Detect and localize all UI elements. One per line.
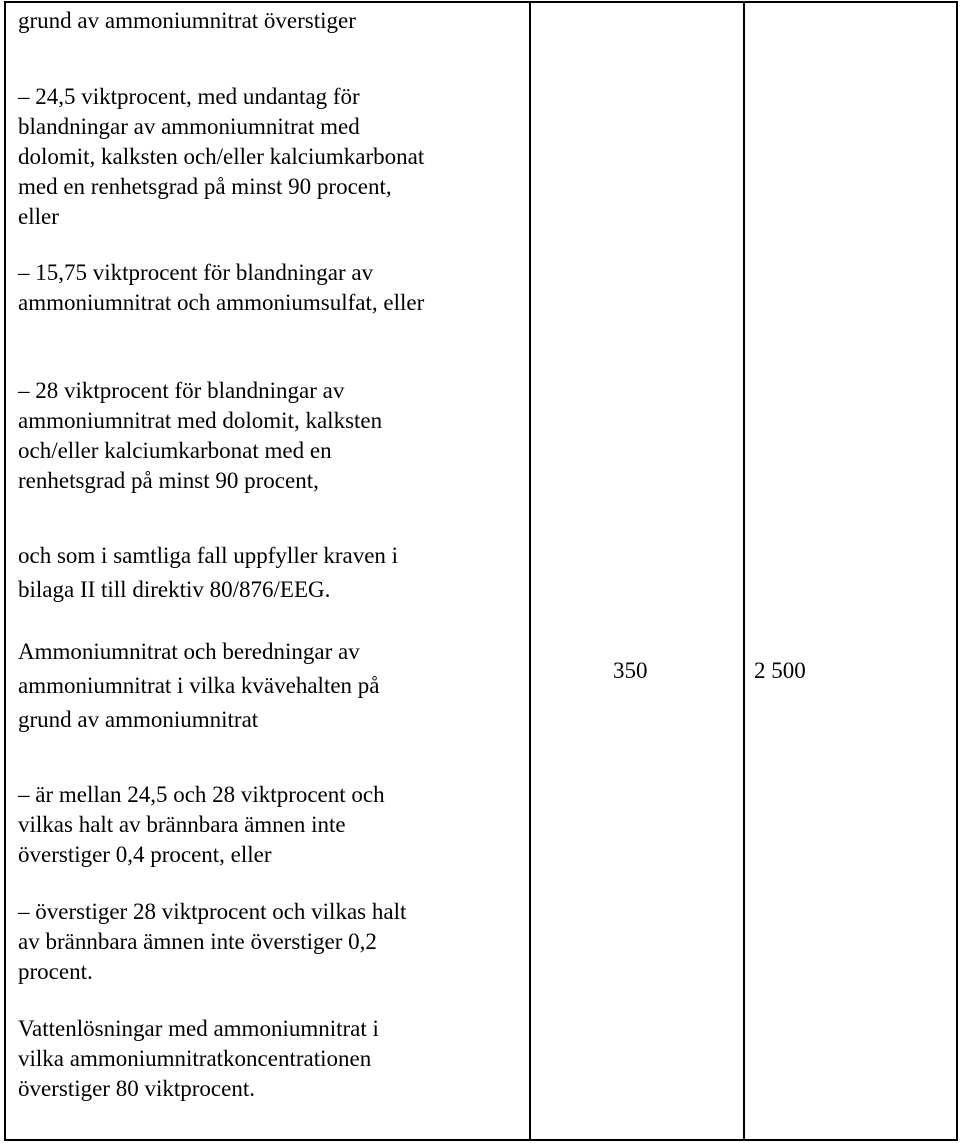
- continuation-heading: grund av ammoniumnitrat överstiger: [18, 8, 356, 33]
- column-divider-2: [743, 3, 745, 1139]
- upper-tier-quantity: 2 500: [754, 658, 806, 683]
- column-divider-1: [529, 3, 531, 1139]
- lower-tier-quantity: 350: [613, 658, 648, 683]
